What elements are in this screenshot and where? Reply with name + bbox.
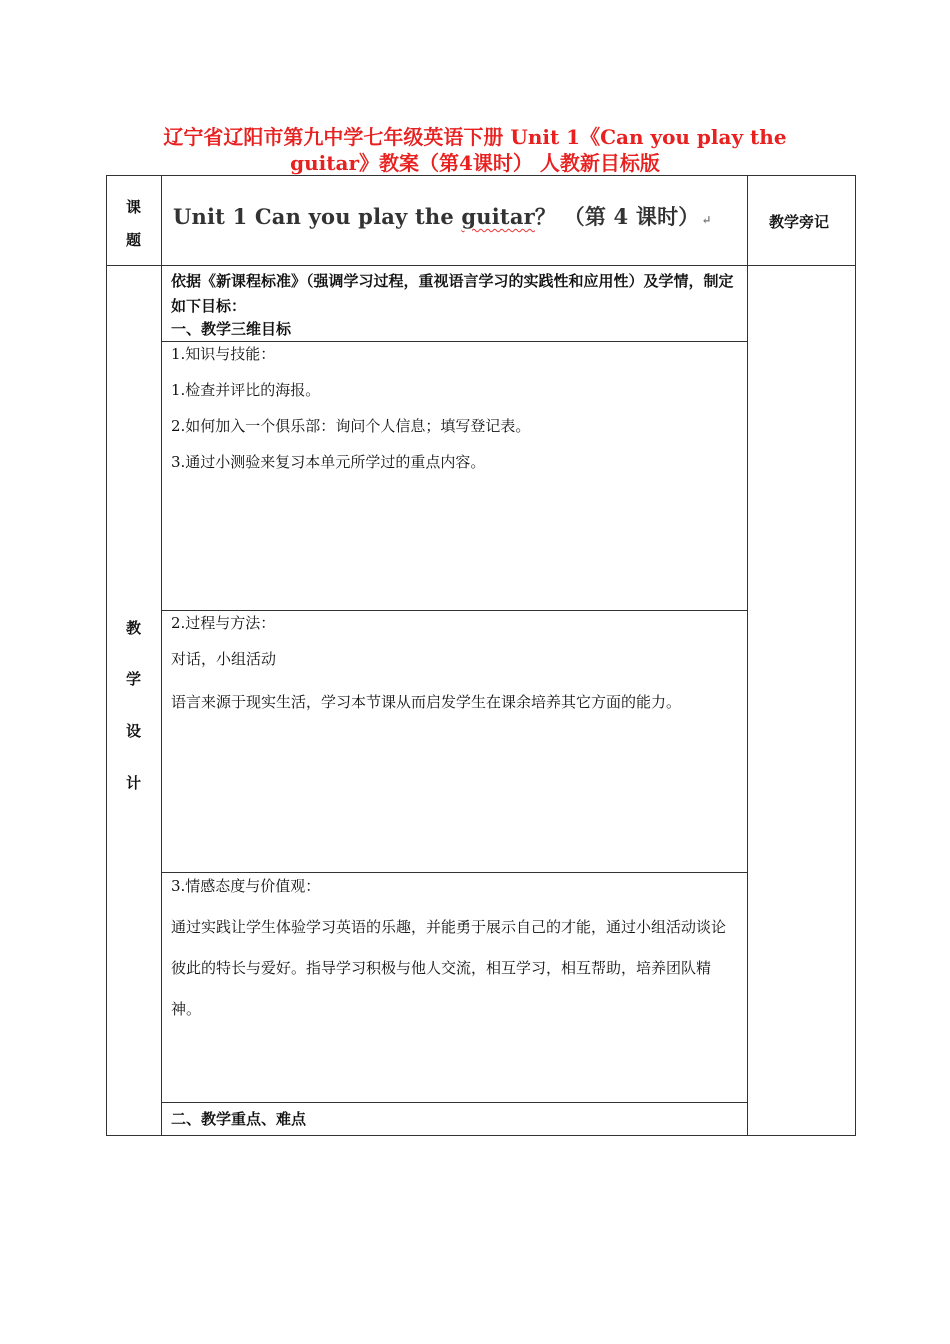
attitude-box-top xyxy=(161,872,747,873)
topic-prefix: Unit 1 Can you play the xyxy=(173,204,462,229)
design-label-char-1: 教 xyxy=(126,619,142,637)
design-label-char-4: 计 xyxy=(126,774,142,792)
section2-heading: 二、教学重点、难点 xyxy=(171,1110,307,1128)
section2-box-top xyxy=(161,1102,747,1103)
topic-label-char-2: 题 xyxy=(126,231,142,249)
topic-label-char-1: 课 xyxy=(126,198,142,216)
section1-heading: 一、教学三维目标 xyxy=(171,320,292,338)
knowledge-item-1: 1.检查并评比的海报。 xyxy=(171,381,321,399)
side-notes-label: 教学旁记 xyxy=(769,213,830,231)
column-divider-left xyxy=(161,176,162,1135)
process-box-top xyxy=(161,610,747,611)
process-item-2: 语言来源于现实生活，学习本节课从而启发学生在课余培养其它方面的能力。 xyxy=(171,693,682,711)
paragraph-mark-icon: ↵ xyxy=(701,213,712,227)
document-title xyxy=(100,124,850,176)
knowledge-item-2: 2.如何加入一个俱乐部：询问个人信息；填写登记表。 xyxy=(171,417,531,435)
title-line-1: 辽宁省辽阳市第九中学七年级英语下册 Unit 1《Can you play the xyxy=(163,125,787,149)
process-heading: 2.过程与方法： xyxy=(171,614,276,632)
lesson-topic xyxy=(173,201,712,231)
knowledge-box-top xyxy=(161,341,747,342)
topic-suffix: ？ （第 4 课时） xyxy=(534,204,700,229)
title-line-2: guitar》教案（第4课时） 人教新目标版 xyxy=(290,151,660,175)
design-label-char-2: 学 xyxy=(126,670,142,688)
knowledge-heading: 1.知识与技能： xyxy=(171,345,276,363)
knowledge-item-3: 3.通过小测验来复习本单元所学过的重点内容。 xyxy=(171,453,486,471)
design-label-char-3: 设 xyxy=(126,722,142,740)
attitude-text: 通过实践让学生体验学习英语的乐趣，并能勇于展示自己的才能，通过小组活动谈论彼此的特长与爱好。指导学习积极与他人交流，相互学习，相互帮助，培养团队精神。 xyxy=(171,918,727,1018)
attitude-heading: 3.情感态度与价值观： xyxy=(171,877,321,895)
topic-wavy-word: guitar xyxy=(461,204,535,229)
intro-text: 依据《新课程标准》（强调学习过程，重视语言学习的实践性和应用性）及学情，制定如下目标： xyxy=(171,272,734,315)
lesson-plan-table xyxy=(106,175,856,1136)
process-item-1: 对话，小组活动 xyxy=(171,650,277,668)
column-divider-right xyxy=(747,176,748,1135)
header-row-divider xyxy=(107,265,855,266)
